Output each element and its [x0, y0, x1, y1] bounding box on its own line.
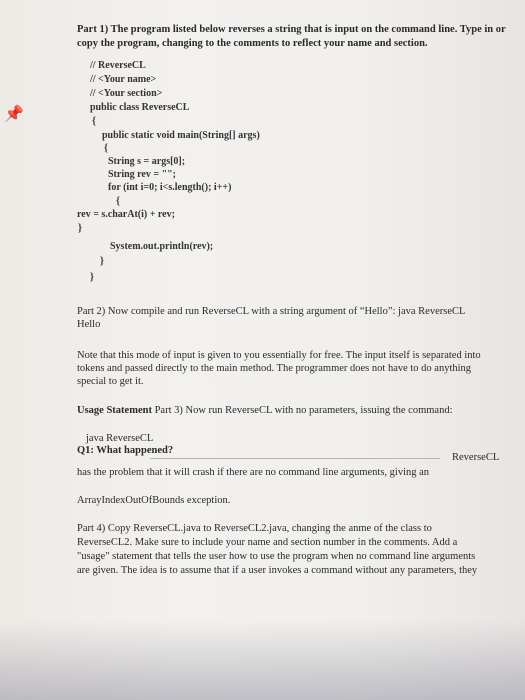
- note-line3: special to get it.: [77, 376, 144, 387]
- bottom-shadow: [0, 620, 525, 700]
- pushpin-icon: 📌: [4, 106, 24, 123]
- code-line: }: [100, 256, 104, 267]
- part1-line1: Part 1) The program listed below reverses a string that is input on the command line. Type in or: [77, 24, 506, 35]
- note-line1: Note that this mode of input is given to you essentially for free. The input itself is separated into: [77, 350, 481, 361]
- code-line: // ReverseCL: [90, 60, 146, 71]
- code-line: rev = s.charAt(i) + rev;: [77, 209, 175, 220]
- part3-instruction: Part 3) Now run ReverseCL with no parameters, issuing the command:: [151, 405, 453, 416]
- answer-underline: [150, 458, 440, 459]
- code-line: {: [116, 196, 120, 207]
- code-line: // <Your section>: [90, 88, 163, 99]
- code-line: {: [104, 143, 108, 154]
- code-line: for (int i=0; i<s.length(); i++): [108, 182, 232, 193]
- usage-statement-heading: Usage Statement: [77, 405, 152, 416]
- code-line: public static void main(String[] args): [102, 130, 260, 141]
- answer-line: has the problem that it will crash if there are no command line arguments, giving an: [77, 467, 430, 478]
- code-line: String s = args[0];: [108, 156, 186, 167]
- code-line: {: [92, 116, 96, 127]
- part4-line4: are given. The idea is to assume that if a user invokes a command without any parameters, they: [77, 565, 478, 576]
- exception-text: ArrayIndexOutOfBounds exception.: [77, 495, 231, 506]
- code-line: String rev = "";: [108, 169, 176, 180]
- part4-line3: "usage" statement that tells the user how to use the program when no command line arguments: [77, 551, 476, 562]
- code-line: // <Your name>: [90, 74, 157, 85]
- code-line: }: [78, 223, 82, 234]
- code-line: public class ReverseCL: [90, 102, 190, 113]
- part4-line2: ReverseCL2. Make sure to include your name and section number in the comments. Add a: [77, 537, 458, 548]
- part2-line1: Part 2) Now compile and run ReverseCL with a string argument of “Hello”: java ReverseCL: [77, 306, 466, 317]
- answer-reversecl: ReverseCL: [452, 452, 500, 463]
- question-q1: Q1: What happened?: [77, 445, 174, 456]
- code-line: System.out.println(rev);: [110, 241, 214, 252]
- part4-line1: Part 4) Copy ReverseCL.java to ReverseCL2.java, changing the anme of the class to: [77, 523, 432, 534]
- code-line: }: [90, 272, 94, 283]
- part1-line2: copy the program, changing to the comments to reflect your name and section.: [77, 38, 428, 49]
- part2-line2: Hello: [77, 319, 101, 330]
- part3-heading-line: [77, 405, 453, 417]
- note-line2: tokens and passed directly to the main method. The programmer does not have to do anything: [77, 363, 472, 374]
- command-text: java ReverseCL: [86, 433, 154, 444]
